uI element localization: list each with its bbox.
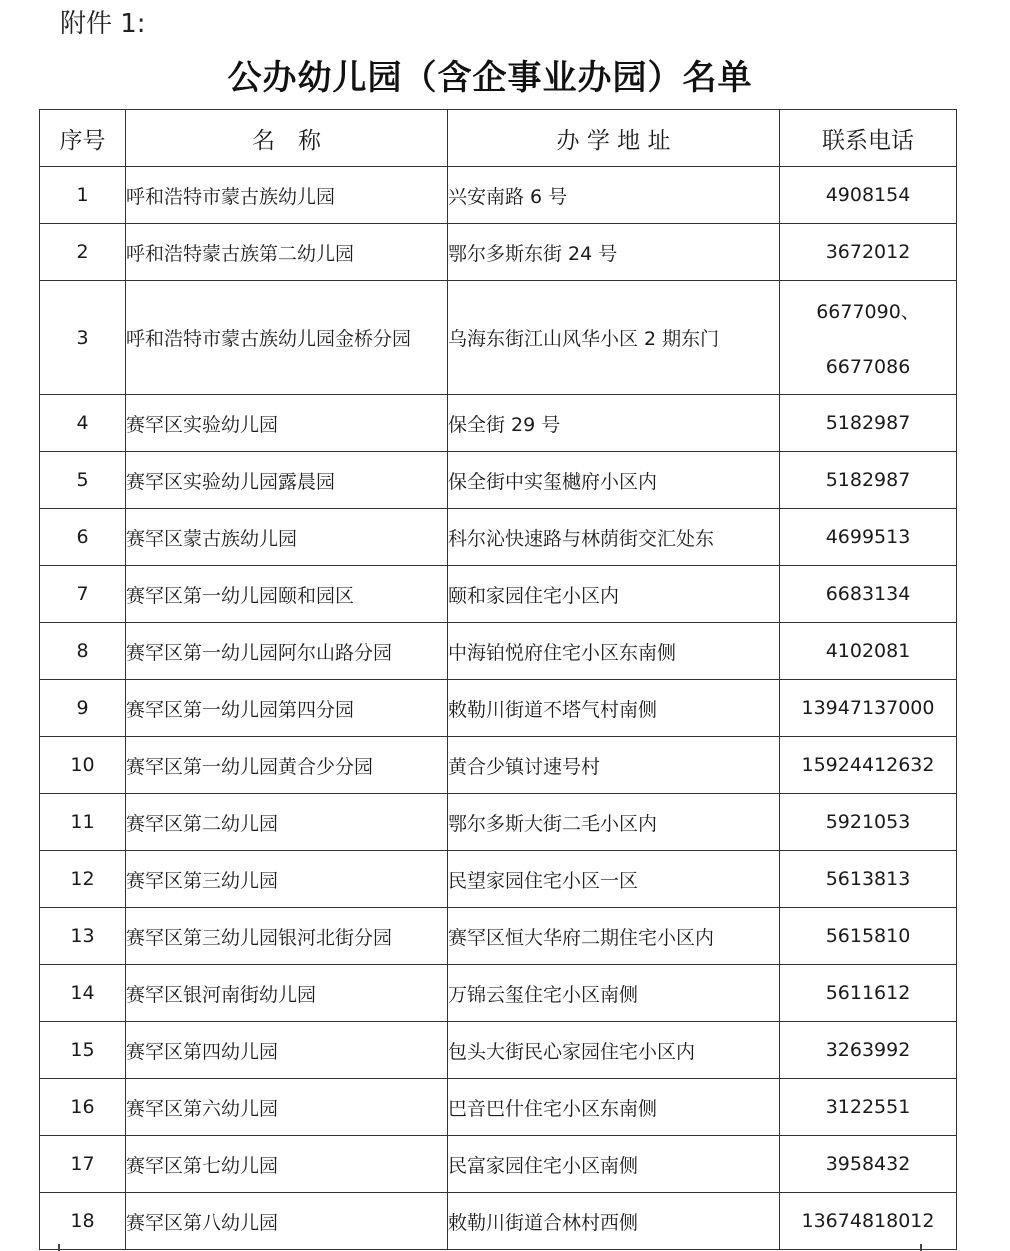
page-edge-mark bbox=[920, 1244, 922, 1251]
header-number: 序号 bbox=[40, 110, 126, 167]
kindergarten-name: 赛罕区银河南街幼儿园 bbox=[126, 965, 448, 1022]
contact-phone: 5615810 bbox=[780, 908, 957, 965]
row-number: 1 bbox=[40, 167, 126, 224]
row-number: 18 bbox=[40, 1193, 126, 1250]
kindergarten-name: 赛罕区第七幼儿园 bbox=[126, 1136, 448, 1193]
kindergarten-address: 保全街中实玺樾府小区内 bbox=[448, 452, 780, 509]
kindergarten-name: 赛罕区第一幼儿园阿尔山路分园 bbox=[126, 623, 448, 680]
contact-phone: 4908154 bbox=[780, 167, 957, 224]
kindergarten-address: 中海铂悦府住宅小区东南侧 bbox=[448, 623, 780, 680]
kindergarten-name: 赛罕区第四幼儿园 bbox=[126, 1022, 448, 1079]
kindergarten-name: 赛罕区第八幼儿园 bbox=[126, 1193, 448, 1250]
table-row bbox=[40, 1136, 957, 1193]
table-row bbox=[40, 395, 957, 452]
row-number: 16 bbox=[40, 1079, 126, 1136]
table-row bbox=[40, 623, 957, 680]
kindergarten-name: 呼和浩特市蒙古族幼儿园 bbox=[126, 167, 448, 224]
row-number: 15 bbox=[40, 1022, 126, 1079]
kindergarten-name: 赛罕区第二幼儿园 bbox=[126, 794, 448, 851]
kindergarten-address: 保全街 29 号 bbox=[448, 395, 780, 452]
row-number: 9 bbox=[40, 680, 126, 737]
kindergarten-address: 巴音巴什住宅小区东南侧 bbox=[448, 1079, 780, 1136]
header-address: 办 学 地 址 bbox=[448, 110, 780, 167]
row-number: 17 bbox=[40, 1136, 126, 1193]
kindergarten-name: 呼和浩特市蒙古族幼儿园金桥分园 bbox=[126, 281, 448, 395]
kindergarten-name: 赛罕区第一幼儿园第四分园 bbox=[126, 680, 448, 737]
kindergarten-name: 赛罕区第三幼儿园银河北街分园 bbox=[126, 908, 448, 965]
contact-phone: 5613813 bbox=[780, 851, 957, 908]
contact-phone: 4699513 bbox=[780, 509, 957, 566]
kindergarten-address: 敕勒川街道合林村西侧 bbox=[448, 1193, 780, 1250]
kindergarten-name: 赛罕区第三幼儿园 bbox=[126, 851, 448, 908]
contact-phone: 5921053 bbox=[780, 794, 957, 851]
kindergarten-address: 民望家园住宅小区一区 bbox=[448, 851, 780, 908]
table-row bbox=[40, 452, 957, 509]
contact-phone: 13674818012 bbox=[780, 1193, 957, 1250]
table-row bbox=[40, 680, 957, 737]
header-phone: 联系电话 bbox=[780, 110, 957, 167]
kindergarten-address: 黄合少镇讨速号村 bbox=[448, 737, 780, 794]
table-row bbox=[40, 908, 957, 965]
kindergarten-table bbox=[39, 109, 957, 1250]
table-row bbox=[40, 794, 957, 851]
row-number: 2 bbox=[40, 224, 126, 281]
table-body bbox=[40, 167, 957, 1250]
contact-phone: 5182987 bbox=[780, 452, 957, 509]
contact-phone: 3958432 bbox=[780, 1136, 957, 1193]
contact-phone: 3263992 bbox=[780, 1022, 957, 1079]
kindergarten-address: 科尔沁快速路与林荫街交汇处东 bbox=[448, 509, 780, 566]
kindergarten-address: 敕勒川街道不塔气村南侧 bbox=[448, 680, 780, 737]
row-number: 5 bbox=[40, 452, 126, 509]
kindergarten-address: 颐和家园住宅小区内 bbox=[448, 566, 780, 623]
table-row bbox=[40, 509, 957, 566]
attachment-label: 附件 1: bbox=[60, 9, 146, 39]
table-row bbox=[40, 737, 957, 794]
kindergarten-name: 呼和浩特蒙古族第二幼儿园 bbox=[126, 224, 448, 281]
table-row bbox=[40, 281, 957, 395]
row-number: 8 bbox=[40, 623, 126, 680]
kindergarten-name: 赛罕区第六幼儿园 bbox=[126, 1079, 448, 1136]
contact-phone-list bbox=[780, 281, 956, 394]
row-number: 7 bbox=[40, 566, 126, 623]
contact-phone: 6683134 bbox=[780, 566, 957, 623]
kindergarten-name: 赛罕区实验幼儿园 bbox=[126, 395, 448, 452]
header-name: 名 称 bbox=[126, 110, 448, 167]
row-number: 11 bbox=[40, 794, 126, 851]
contact-phone: 3122551 bbox=[780, 1079, 957, 1136]
kindergarten-name: 赛罕区第一幼儿园黄合少分园 bbox=[126, 737, 448, 794]
contact-phone: 5611612 bbox=[780, 965, 957, 1022]
row-number: 12 bbox=[40, 851, 126, 908]
table-row bbox=[40, 224, 957, 281]
row-number: 14 bbox=[40, 965, 126, 1022]
page-edge-mark bbox=[58, 1244, 60, 1251]
kindergarten-name: 赛罕区蒙古族幼儿园 bbox=[126, 509, 448, 566]
table-row bbox=[40, 1079, 957, 1136]
kindergarten-name: 赛罕区实验幼儿园露晨园 bbox=[126, 452, 448, 509]
kindergarten-address: 万锦云玺住宅小区南侧 bbox=[448, 965, 780, 1022]
contact-phone: 3672012 bbox=[780, 224, 957, 281]
kindergarten-address: 包头大街民心家园住宅小区内 bbox=[448, 1022, 780, 1079]
contact-phone: 4102081 bbox=[780, 623, 957, 680]
contact-phone bbox=[780, 281, 957, 395]
kindergarten-name: 赛罕区第一幼儿园颐和园区 bbox=[126, 566, 448, 623]
row-number: 6 bbox=[40, 509, 126, 566]
contact-phone-line: 6677090、 bbox=[816, 301, 920, 323]
row-number: 3 bbox=[40, 281, 126, 395]
kindergarten-address: 赛罕区恒大华府二期住宅小区内 bbox=[448, 908, 780, 965]
contact-phone: 13947137000 bbox=[780, 680, 957, 737]
table-row bbox=[40, 167, 957, 224]
kindergarten-address: 兴安南路 6 号 bbox=[448, 167, 780, 224]
kindergarten-address: 鄂尔多斯大街二毛小区内 bbox=[448, 794, 780, 851]
row-number: 4 bbox=[40, 395, 126, 452]
kindergarten-address: 民富家园住宅小区南侧 bbox=[448, 1136, 780, 1193]
document-title: 公办幼儿园（含企事业办园）名单 bbox=[227, 58, 753, 98]
table-row bbox=[40, 851, 957, 908]
table-row bbox=[40, 1022, 957, 1079]
row-number: 13 bbox=[40, 908, 126, 965]
table-row bbox=[40, 1193, 957, 1250]
row-number: 10 bbox=[40, 737, 126, 794]
contact-phone-line: 6677086 bbox=[825, 356, 911, 378]
table-header-row bbox=[40, 110, 957, 167]
kindergarten-address: 鄂尔多斯东街 24 号 bbox=[448, 224, 780, 281]
contact-phone: 15924412632 bbox=[780, 737, 957, 794]
contact-phone: 5182987 bbox=[780, 395, 957, 452]
table-row bbox=[40, 965, 957, 1022]
table-row bbox=[40, 566, 957, 623]
kindergarten-address: 乌海东街江山风华小区 2 期东门 bbox=[448, 281, 780, 395]
